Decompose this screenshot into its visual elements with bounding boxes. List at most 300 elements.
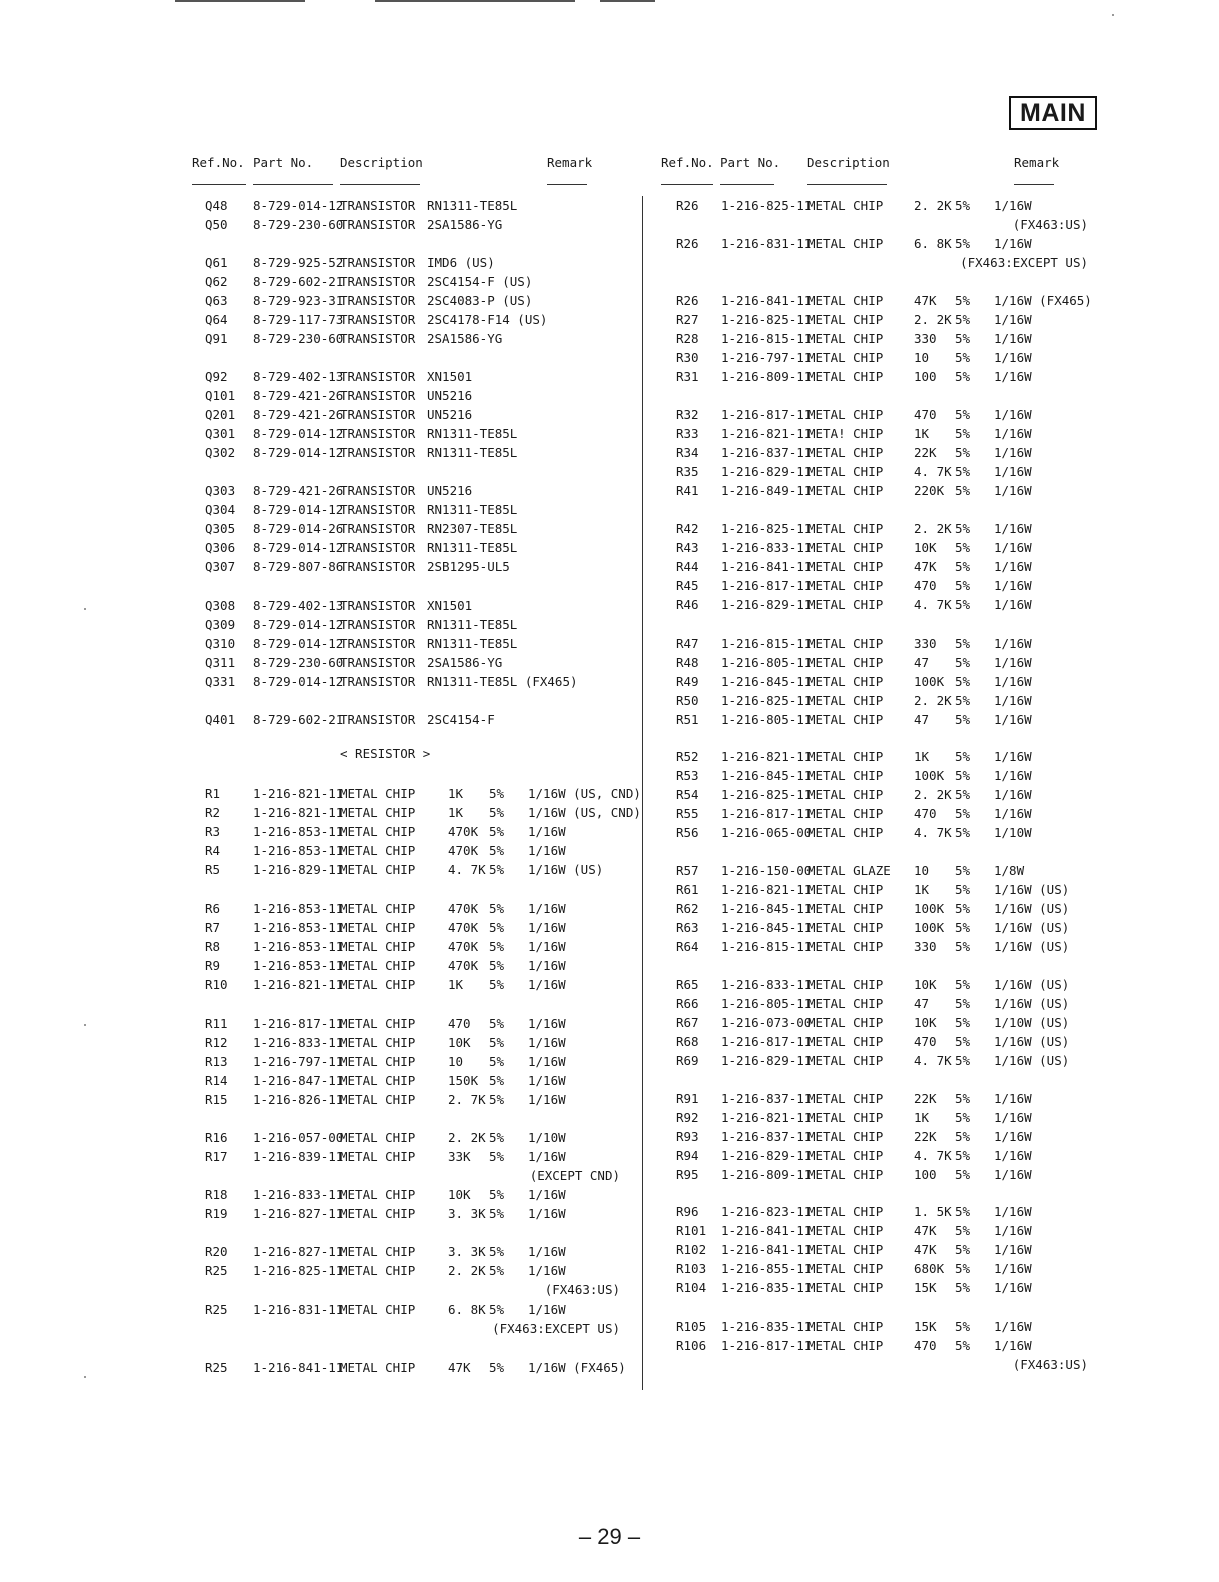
- cell-desc: TRANSISTOR: [340, 293, 416, 308]
- cell-desc: METAL CHIP: [808, 636, 884, 651]
- cell-ref: R42: [676, 521, 699, 536]
- cell-tol: 5%: [955, 1091, 971, 1106]
- cell-desc: METAL CHIP: [808, 483, 884, 498]
- part-row: [0, 653, 1219, 672]
- cell-ref: R101: [676, 1223, 707, 1238]
- cell-val: RN1311-TE85L: [427, 540, 518, 555]
- cell-tol: 5%: [955, 1015, 971, 1030]
- cell-desc: METAL CHIP: [808, 236, 884, 251]
- cell-part: 8-729-117-73: [253, 312, 344, 327]
- cell-desc: TRANSISTOR: [340, 559, 416, 574]
- cell-part: 1-216-827-11: [253, 1206, 344, 1221]
- cell-rem: 1/16W: [528, 920, 566, 935]
- cell-tol: 5%: [955, 1110, 971, 1125]
- cell-val: 15K: [914, 1280, 937, 1295]
- cell-ref: R28: [676, 331, 699, 346]
- cell-tol: 5%: [955, 236, 971, 251]
- cell-part: 1-216-805-11: [721, 712, 812, 727]
- cell-desc: METAL CHIP: [340, 1054, 416, 1069]
- cell-tol: 5%: [489, 1263, 505, 1278]
- cell-val: 2. 2K: [448, 1263, 486, 1278]
- cell-val: 33K: [448, 1149, 471, 1164]
- cell-rem: 1/10W: [994, 825, 1032, 840]
- cell-ref: R19: [205, 1206, 228, 1221]
- cell-ref: R25: [205, 1302, 228, 1317]
- cell-desc: TRANSISTOR: [340, 712, 416, 727]
- cell-tol: 5%: [955, 787, 971, 802]
- cell-ref: Q303: [205, 483, 236, 498]
- cell-part: 1-216-823-11: [721, 1204, 812, 1219]
- cell-part: 1-216-841-11: [253, 1360, 344, 1375]
- cell-part: 8-729-014-12: [253, 617, 344, 632]
- cell-ref: Q301: [205, 426, 236, 441]
- cell-desc: METAL CHIP: [808, 901, 884, 916]
- header-rule: [1014, 184, 1054, 185]
- cell-rem: 1/16W: [528, 939, 566, 954]
- cell-rem: 1/16W: [528, 1244, 566, 1259]
- cell-desc: METAL CHIP: [808, 540, 884, 555]
- cell-tol: 5%: [955, 882, 971, 897]
- cell-ref: R15: [205, 1092, 228, 1107]
- cell-ref: R5: [205, 862, 221, 877]
- cell-desc: METAL CHIP: [808, 445, 884, 460]
- cell-val: 470K: [448, 901, 479, 916]
- cell-ref: R64: [676, 939, 699, 954]
- cell-desc: TRANSISTOR: [340, 674, 416, 689]
- cell-tol: 5%: [489, 786, 505, 801]
- cell-ref: R44: [676, 559, 699, 574]
- cell-part: 8-729-421-26: [253, 407, 344, 422]
- cell-tol: 5%: [955, 464, 971, 479]
- header-rule: [253, 184, 333, 185]
- cell-val: 100: [914, 369, 937, 384]
- cell-rem: 1/16W: [994, 636, 1032, 651]
- cell-val: 47: [914, 655, 930, 670]
- cell-tol: 5%: [955, 1204, 971, 1219]
- cell-ref: R8: [205, 939, 221, 954]
- cell-ref: R16: [205, 1130, 228, 1145]
- cell-part: 1-216-817-11: [721, 407, 812, 422]
- cell-tol: 5%: [955, 350, 971, 365]
- cell-ref: R103: [676, 1261, 707, 1276]
- part-row: [0, 329, 1219, 348]
- cell-rem: 1/16W (US): [994, 920, 1070, 935]
- cell-tol: 5%: [955, 1280, 971, 1295]
- cell-val: 470: [914, 806, 937, 821]
- cell-part: 1-216-826-11: [253, 1092, 344, 1107]
- cell-desc: METAL GLAZE: [808, 863, 891, 878]
- cell-val: 1K: [914, 882, 930, 897]
- cell-ref: R55: [676, 806, 699, 821]
- cell-val: 680K: [914, 1261, 945, 1276]
- cell-val: UN5216: [427, 483, 473, 498]
- cell-part: 1-216-837-11: [721, 445, 812, 460]
- cell-part: 1-216-855-11: [721, 1261, 812, 1276]
- header-rule: [192, 184, 246, 185]
- cell-part: 8-729-014-12: [253, 445, 344, 460]
- cell-part: 8-729-014-12: [253, 502, 344, 517]
- remark-continuation: (FX463:US): [544, 1282, 620, 1297]
- cell-tol: 5%: [489, 1302, 505, 1317]
- cell-part: 1-216-821-11: [721, 882, 812, 897]
- cell-rem: 1/16W: [994, 1110, 1032, 1125]
- cell-part: 1-216-837-11: [721, 1091, 812, 1106]
- cell-desc: METAL CHIP: [808, 350, 884, 365]
- cell-desc: METAL CHIP: [808, 198, 884, 213]
- cell-val: RN1311-TE85L: [427, 636, 518, 651]
- cell-part: 1-216-805-11: [721, 996, 812, 1011]
- cell-rem: 1/16W: [994, 597, 1032, 612]
- cell-desc: TRANSISTOR: [340, 331, 416, 346]
- cell-desc: TRANSISTOR: [340, 217, 416, 232]
- part-row: [0, 1240, 1219, 1259]
- cell-rem: 1/16W: [994, 1319, 1032, 1334]
- cell-rem: 1/16W: [528, 824, 566, 839]
- cell-rem: 1/16W (US): [994, 1034, 1070, 1049]
- header-rule: [340, 184, 420, 185]
- cell-val: UN5216: [427, 407, 473, 422]
- cell-rem: 1/16W (US): [994, 1053, 1070, 1068]
- cell-tol: 5%: [955, 749, 971, 764]
- cell-ref: R54: [676, 787, 699, 802]
- cell-part: 1-216-845-11: [721, 768, 812, 783]
- header-rule: [807, 184, 887, 185]
- cell-val: 47: [914, 712, 930, 727]
- header-part-left: Part No.: [253, 155, 314, 170]
- part-row: [0, 861, 1219, 880]
- cell-ref: R53: [676, 768, 699, 783]
- part-row: [0, 1032, 1219, 1051]
- cell-val: UN5216: [427, 388, 473, 403]
- cell-rem: 1/16W: [528, 1092, 566, 1107]
- cell-part: 1-216-797-11: [721, 350, 812, 365]
- cell-val: 47: [914, 996, 930, 1011]
- cell-ref: Q306: [205, 540, 236, 555]
- cell-part: 1-216-829-11: [721, 1148, 812, 1163]
- cell-ref: R25: [205, 1360, 228, 1375]
- cell-val: 470K: [448, 824, 479, 839]
- part-row: [0, 519, 1219, 538]
- cell-tol: 5%: [489, 958, 505, 973]
- cell-tol: 5%: [955, 198, 971, 213]
- cell-ref: R96: [676, 1204, 699, 1219]
- section-badge: MAIN: [1009, 96, 1097, 130]
- cell-val: 470K: [448, 958, 479, 973]
- cell-ref: R102: [676, 1242, 707, 1257]
- cell-val: 22K: [914, 445, 937, 460]
- cell-val: 4. 7K: [914, 597, 952, 612]
- cell-ref: R94: [676, 1148, 699, 1163]
- cell-tol: 5%: [955, 445, 971, 460]
- cell-ref: Q48: [205, 198, 228, 213]
- cell-ref: Q62: [205, 274, 228, 289]
- cell-part: 1-216-839-11: [253, 1149, 344, 1164]
- part-row: [0, 634, 1219, 653]
- scan-dot: [1112, 14, 1114, 16]
- cell-ref: Q92: [205, 369, 228, 384]
- part-row: [0, 1336, 1219, 1355]
- part-row: [0, 841, 1219, 860]
- cell-tol: 5%: [955, 1261, 971, 1276]
- part-row: [0, 196, 1219, 215]
- cell-val: 1K: [914, 749, 930, 764]
- cell-rem: 1/16W (US): [994, 882, 1070, 897]
- cell-val: 2SC4178-F14 (US): [427, 312, 548, 327]
- cell-tol: 5%: [489, 1244, 505, 1259]
- header-desc-right: Description: [807, 155, 890, 170]
- cell-val: 2SC4083-P (US): [427, 293, 533, 308]
- cell-desc: METAL CHIP: [340, 1263, 416, 1278]
- cell-ref: Q61: [205, 255, 228, 270]
- cell-desc: METAL CHIP: [808, 293, 884, 308]
- part-row: [0, 1089, 1219, 1108]
- cell-part: 8-729-923-31: [253, 293, 344, 308]
- cell-val: 47K: [914, 559, 937, 574]
- cell-rem: 1/16W: [994, 350, 1032, 365]
- cell-part: 1-216-849-11: [721, 483, 812, 498]
- cell-val: XN1501: [427, 598, 473, 613]
- cell-rem: 1/16W (US): [994, 939, 1070, 954]
- cell-part: 1-216-815-11: [721, 331, 812, 346]
- cell-desc: METAL CHIP: [808, 1091, 884, 1106]
- part-row: [0, 1278, 1219, 1297]
- cell-ref: R35: [676, 464, 699, 479]
- cell-part: 8-729-230-60: [253, 217, 344, 232]
- cell-part: 1-216-853-11: [253, 920, 344, 935]
- cell-rem: 1/16W: [994, 426, 1032, 441]
- cell-rem: 1/16W: [528, 1149, 566, 1164]
- cell-rem: 1/16W: [994, 1204, 1032, 1219]
- part-row: [0, 823, 1219, 842]
- scan-mark: [375, 0, 575, 2]
- cell-desc: METAL CHIP: [808, 1280, 884, 1295]
- cell-part: 1-216-150-00: [721, 863, 812, 878]
- cell-ref: R3: [205, 824, 221, 839]
- cell-ref: R32: [676, 407, 699, 422]
- part-row: [0, 1108, 1219, 1127]
- cell-val: 2. 7K: [448, 1092, 486, 1107]
- cell-rem: 1/16W: [528, 1206, 566, 1221]
- cell-val: RN2307-TE85L: [427, 521, 518, 536]
- cell-rem: 1/16W: [994, 331, 1032, 346]
- cell-val: 2. 2K: [914, 312, 952, 327]
- cell-ref: Q310: [205, 636, 236, 651]
- cell-val: 470: [914, 1338, 937, 1353]
- cell-desc: TRANSISTOR: [340, 655, 416, 670]
- cell-part: 1-216-847-11: [253, 1073, 344, 1088]
- cell-ref: R20: [205, 1244, 228, 1259]
- cell-desc: TRANSISTOR: [340, 255, 416, 270]
- cell-tol: 5%: [489, 1035, 505, 1050]
- cell-rem: 1/16W: [994, 578, 1032, 593]
- cell-rem: 1/16W: [994, 1167, 1032, 1182]
- cell-ref: Q401: [205, 712, 236, 727]
- cell-val: 470K: [448, 920, 479, 935]
- cell-rem: 1/16W: [528, 843, 566, 858]
- cell-val: 330: [914, 939, 937, 954]
- cell-ref: R26: [676, 293, 699, 308]
- scan-mark: [600, 0, 655, 2]
- remark-continuation: (FX463:EXCEPT US): [960, 255, 1088, 270]
- part-row: [0, 785, 1219, 804]
- cell-desc: METAL CHIP: [808, 464, 884, 479]
- cell-ref: R52: [676, 749, 699, 764]
- part-row: [0, 405, 1219, 424]
- cell-val: RN1311-TE85L: [427, 426, 518, 441]
- cell-rem: 1/16W: [994, 1338, 1032, 1353]
- cell-rem: 1/16W (US): [528, 862, 604, 877]
- cell-rem: 1/16W: [994, 712, 1032, 727]
- cell-val: RN1311-TE85L (FX465): [427, 674, 578, 689]
- part-row: [0, 672, 1219, 691]
- cell-desc: METAL CHIP: [340, 1302, 416, 1317]
- cell-part: 1-216-829-11: [721, 464, 812, 479]
- cell-rem: 1/16W: [528, 1302, 566, 1317]
- cell-ref: R104: [676, 1280, 707, 1295]
- cell-ref: R45: [676, 578, 699, 593]
- cell-tol: 5%: [955, 655, 971, 670]
- cell-val: 470: [914, 407, 937, 422]
- cell-part: 8-729-925-52: [253, 255, 344, 270]
- cell-rem: 1/16W: [994, 483, 1032, 498]
- cell-desc: METAL CHIP: [808, 407, 884, 422]
- cell-val: 2. 2K: [914, 693, 952, 708]
- cell-tol: 5%: [955, 768, 971, 783]
- cell-part: 1-216-841-11: [721, 559, 812, 574]
- cell-ref: R61: [676, 882, 699, 897]
- cell-ref: Q302: [205, 445, 236, 460]
- cell-ref: R12: [205, 1035, 228, 1050]
- cell-part: 1-216-833-11: [253, 1187, 344, 1202]
- cell-part: 1-216-829-11: [721, 597, 812, 612]
- cell-val: 47K: [914, 1223, 937, 1238]
- scan-mark: [175, 0, 305, 2]
- cell-part: 1-216-825-11: [721, 198, 812, 213]
- cell-desc: METAL CHIP: [808, 331, 884, 346]
- cell-rem: 1/16W: [528, 1263, 566, 1278]
- cell-desc: METAL CHIP: [808, 1223, 884, 1238]
- cell-desc: TRANSISTOR: [340, 312, 416, 327]
- cell-rem: 1/16W (US, CND): [528, 805, 641, 820]
- cell-val: 10: [448, 1054, 464, 1069]
- cell-ref: R66: [676, 996, 699, 1011]
- part-row: [0, 1221, 1219, 1240]
- cell-part: 1-216-853-11: [253, 939, 344, 954]
- cell-tol: 5%: [955, 1319, 971, 1334]
- cell-tol: 5%: [955, 483, 971, 498]
- cell-ref: Q50: [205, 217, 228, 232]
- cell-desc: METAL CHIP: [340, 1187, 416, 1202]
- cell-tol: 5%: [955, 1129, 971, 1144]
- cell-rem: 1/16W: [528, 1073, 566, 1088]
- cell-ref: R4: [205, 843, 221, 858]
- part-row: [0, 1317, 1219, 1336]
- cell-tol: 5%: [489, 1016, 505, 1031]
- part-row: [0, 691, 1219, 710]
- cell-tol: 5%: [955, 1242, 971, 1257]
- cell-part: 1-216-065-00: [721, 825, 812, 840]
- cell-val: 220K: [914, 483, 945, 498]
- cell-ref: R41: [676, 483, 699, 498]
- part-row: [0, 747, 1219, 766]
- cell-ref: R13: [205, 1054, 228, 1069]
- part-row: [0, 1202, 1219, 1221]
- cell-val: 47K: [914, 1242, 937, 1257]
- cell-rem: 1/16W: [994, 674, 1032, 689]
- cell-ref: R106: [676, 1338, 707, 1353]
- cell-desc: TRANSISTOR: [340, 274, 416, 289]
- cell-part: 1-216-845-11: [721, 920, 812, 935]
- cell-part: 1-216-817-11: [253, 1016, 344, 1031]
- part-row: [0, 462, 1219, 481]
- cell-desc: METAL CHIP: [340, 901, 416, 916]
- cell-tol: 5%: [955, 825, 971, 840]
- cell-desc: TRANSISTOR: [340, 617, 416, 632]
- cell-desc: METAL CHIP: [808, 597, 884, 612]
- cell-rem: 1/16W: [994, 312, 1032, 327]
- cell-desc: METAL CHIP: [808, 825, 884, 840]
- cell-ref: Q64: [205, 312, 228, 327]
- cell-ref: Q304: [205, 502, 236, 517]
- cell-tol: 5%: [955, 863, 971, 878]
- cell-rem: 1/10W (US): [994, 1015, 1070, 1030]
- cell-tol: 5%: [955, 312, 971, 327]
- cell-tol: 5%: [489, 1187, 505, 1202]
- cell-rem: 1/16W: [528, 958, 566, 973]
- cell-desc: METAL CHIP: [340, 939, 416, 954]
- cell-ref: Q307: [205, 559, 236, 574]
- cell-val: 3. 3K: [448, 1244, 486, 1259]
- cell-val: 2SC4154-F: [427, 712, 495, 727]
- cell-val: 470: [914, 578, 937, 593]
- cell-ref: R56: [676, 825, 699, 840]
- cell-val: 470: [448, 1016, 471, 1031]
- cell-val: 4. 7K: [448, 862, 486, 877]
- part-row: [0, 272, 1219, 291]
- part-row: [0, 1051, 1219, 1070]
- cell-rem: 1/16W: [994, 540, 1032, 555]
- cell-desc: METAL CHIP: [808, 1110, 884, 1125]
- cell-tol: 5%: [955, 636, 971, 651]
- cell-tol: 5%: [955, 1338, 971, 1353]
- part-row: [0, 386, 1219, 405]
- cell-rem: 1/16W: [994, 236, 1032, 251]
- cell-val: 2SA1586-YG: [427, 217, 503, 232]
- cell-part: 8-729-602-21: [253, 274, 344, 289]
- cell-ref: R48: [676, 655, 699, 670]
- cell-tol: 5%: [489, 901, 505, 916]
- cell-val: RN1311-TE85L: [427, 502, 518, 517]
- cell-part: 8-729-014-12: [253, 198, 344, 213]
- cell-ref: R62: [676, 901, 699, 916]
- cell-part: 1-216-853-11: [253, 901, 344, 916]
- cell-tol: 5%: [489, 843, 505, 858]
- cell-desc: METAL CHIP: [340, 1035, 416, 1050]
- cell-ref: R95: [676, 1167, 699, 1182]
- cell-desc: METAL CHIP: [808, 1242, 884, 1257]
- cell-part: 1-216-833-11: [721, 540, 812, 555]
- cell-part: 1-216-841-11: [721, 1223, 812, 1238]
- cell-desc: METAL CHIP: [808, 655, 884, 670]
- cell-ref: Q91: [205, 331, 228, 346]
- cell-desc: METAL CHIP: [808, 768, 884, 783]
- part-row: [0, 1071, 1219, 1090]
- cell-val: RN1311-TE85L: [427, 198, 518, 213]
- cell-val: 4. 7K: [914, 1053, 952, 1068]
- cell-rem: 1/16W: [994, 559, 1032, 574]
- cell-val: 22K: [914, 1091, 937, 1106]
- cell-tol: 5%: [955, 712, 971, 727]
